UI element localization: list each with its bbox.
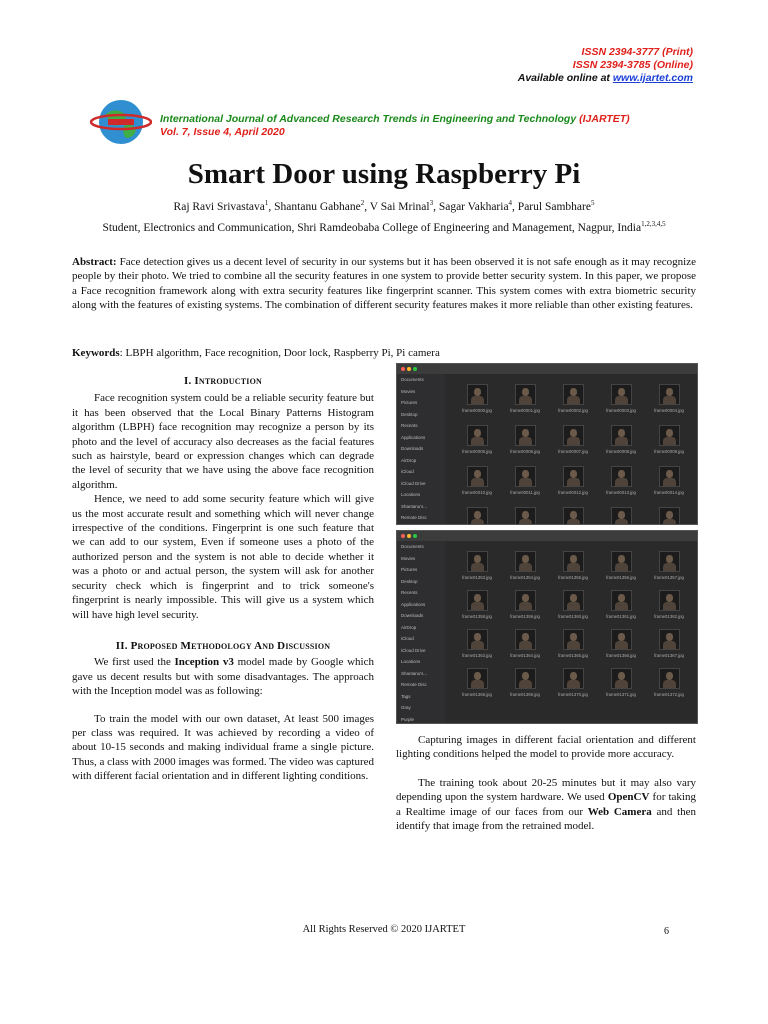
file-name: frame01359.jpg <box>510 614 540 619</box>
face-image-icon <box>563 384 584 405</box>
face-image-icon <box>467 466 488 487</box>
file-thumbnail <box>453 590 501 619</box>
face-image-icon <box>611 629 632 650</box>
file-name: frame00005.jpg <box>462 449 492 454</box>
file-name: frame01371.jpg <box>606 692 636 697</box>
file-thumbnail <box>549 507 597 525</box>
face-image-icon <box>515 551 536 572</box>
method-paragraph-1: We first used the Inception v3 model made by Google which gave us decent results but with some disadvantages. The approach with the Inception model was as following: <box>72 656 374 698</box>
file-thumbnail <box>645 629 693 658</box>
face-image-icon <box>659 425 680 446</box>
file-thumbnail <box>453 629 501 658</box>
face-image-icon <box>467 590 488 611</box>
section-heading-introduction: I. Introduction <box>184 375 262 387</box>
file-thumbnail <box>549 590 597 619</box>
face-image-icon <box>611 668 632 689</box>
sidebar-item: Pictures <box>401 400 418 405</box>
author-name: V Sai Mrinal <box>369 201 430 213</box>
face-image-icon <box>611 425 632 446</box>
author-name: Shantanu Gabhane <box>274 201 361 213</box>
sidebar-item: Recents <box>401 423 418 428</box>
sidebar-item: Tags <box>401 693 411 699</box>
file-thumbnail <box>645 425 693 454</box>
issn-block <box>518 46 693 85</box>
face-image-icon <box>659 466 680 487</box>
file-name: frame00014.jpg <box>654 490 684 495</box>
file-thumbnail <box>501 507 549 525</box>
file-name: frame01354.jpg <box>510 575 540 580</box>
file-thumbnail <box>645 384 693 413</box>
file-name: frame01372.jpg <box>654 692 684 697</box>
abstract-text: Face detection gives us a decent level of security in our systems but it has been observed it is not safe enough as it may recognize people by their photo. We tried to combine all the security features in one system to provide better security system. In this paper, we propose a Face recognition framework along with extra security features like fingerprint scanner. This system comes with extra biometric security along with the features of existing systems. The combination of different security features makes it more reliable than other existing features. <box>72 256 696 311</box>
finder-sidebar <box>397 541 445 723</box>
left-column <box>72 374 374 784</box>
file-name: frame01353.jpg <box>462 575 492 580</box>
face-image-icon <box>515 668 536 689</box>
author-name: Raj Ravi Srivastava <box>173 201 265 213</box>
file-thumbnail <box>453 425 501 454</box>
sidebar-item: Shantanu's... <box>401 670 428 676</box>
face-image-icon <box>659 668 680 689</box>
file-name: frame01370.jpg <box>558 692 588 697</box>
file-thumbnail <box>597 507 645 525</box>
file-name: frame01369.jpg <box>510 692 540 697</box>
file-thumbnail <box>645 668 693 697</box>
sidebar-item: Remote Disc <box>401 682 427 687</box>
file-thumbnail <box>597 384 645 413</box>
author-list: Raj Ravi Srivastava$^1$, Shantanu Gabhane$^2$, V Sai Mrinal$^3$, Sagar Vakharia$^4$, Parul Sambhare$^5$ <box>173 199 595 213</box>
sidebar-item: Documents <box>401 377 424 382</box>
face-image-icon <box>563 507 584 525</box>
file-name: frame00011.jpg <box>510 490 540 495</box>
face-image-icon <box>563 590 584 611</box>
issn-online: ISSN 2394-3785 (Online) <box>572 59 693 71</box>
file-name: frame00012.jpg <box>558 490 588 495</box>
sidebar-item: Recents <box>401 590 418 595</box>
file-thumbnail <box>549 425 597 454</box>
volume-issue: Vol. 7, Issue 4, April 2020 <box>160 126 285 138</box>
face-image-icon <box>563 425 584 446</box>
page-number: 6 <box>664 926 669 937</box>
author-index: 3 <box>429 199 434 208</box>
face-image-icon <box>515 590 536 611</box>
sidebar-item: iCloud Drive <box>401 480 426 486</box>
file-thumbnail <box>549 466 597 495</box>
face-image-icon <box>563 466 584 487</box>
sidebar-item: Applications <box>401 434 426 440</box>
sidebar-item: Downloads <box>401 446 424 451</box>
issn-print: ISSN 2394-3777 (Print) <box>581 46 693 58</box>
journal-link[interactable]: www.ijartet.com <box>612 72 693 84</box>
file-thumbnail <box>549 551 597 580</box>
file-name: frame00009.jpg <box>654 449 684 454</box>
journal-name: International Journal of Advanced Research Trends in Engineering and Technology (IJARTET) <box>160 113 630 125</box>
file-name: frame01366.jpg <box>606 653 636 658</box>
sidebar-item: Purple <box>401 716 415 722</box>
sidebar-item: Desktop <box>401 578 418 584</box>
file-thumbnail <box>597 590 645 619</box>
finder-screenshot-1 <box>396 363 698 525</box>
author-name: Parul Sambhare <box>517 201 591 213</box>
file-name: frame01362.jpg <box>654 614 684 619</box>
sidebar-item: Shantanu's... <box>401 503 428 509</box>
file-name: frame00003.jpg <box>606 408 636 413</box>
face-image-icon <box>659 507 680 525</box>
sidebar-item: Pictures <box>401 567 418 572</box>
author-index: 1 <box>264 199 269 208</box>
file-name: frame01358.jpg <box>462 614 492 619</box>
sidebar-item: Locations <box>401 492 421 497</box>
abstract <box>72 255 696 312</box>
file-thumbnail <box>549 629 597 658</box>
copyright-footer: All Rights Reserved © 2020 IJARTET <box>302 924 466 935</box>
file-grid <box>453 384 693 525</box>
file-thumbnail <box>549 668 597 697</box>
file-thumbnail <box>597 466 645 495</box>
face-image-icon <box>515 425 536 446</box>
sidebar-item: Movies <box>401 388 416 394</box>
file-grid <box>453 551 693 697</box>
file-name: frame00001.jpg <box>510 408 540 413</box>
file-name: frame01364.jpg <box>510 653 540 658</box>
file-thumbnail <box>501 629 549 658</box>
face-image-icon <box>659 551 680 572</box>
face-image-icon <box>467 384 488 405</box>
sidebar-item: Applications <box>401 601 426 607</box>
journal-logo-globe-icon <box>90 96 152 148</box>
section-heading-methodology: II. Proposed Methodology And Discussion <box>115 639 331 652</box>
file-thumbnail <box>453 507 501 525</box>
face-image-icon <box>611 384 632 405</box>
sidebar-item: AirDrop <box>401 624 417 630</box>
file-name: frame01363.jpg <box>462 653 492 658</box>
intro-paragraph-2: Hence, we need to add some security feature which will give us the most accurate result and something which will never change irrespective of the conditions. Fingerprint is one such feature that we can add to our system, Even if someone uses a photo of the authorized person and the system is not able to decide whether it was a photo or and actual person, the system will ask for another security check which is fingerprint and to trick someone's fingerprint is nearly impossible. This will give us a system which will have high level security. <box>72 493 374 621</box>
file-thumbnail <box>453 668 501 697</box>
intro-paragraph-1: Face recognition system could be a reliable security feature but it has been observed that the Local Binary Patterns Histogram algorithm (LBPH) face recognition may recognize a person by its photo and the level of accuracy also decreases as the facial features such as hairstyle, beard or expression changes which can degrade the level of security that we have using the above face recognition algorithm. <box>72 392 374 491</box>
face-image-icon <box>563 668 584 689</box>
face-image-icon <box>467 551 488 572</box>
keywords: Keywords: LBPH algorithm, Face recognition, Door lock, Raspberry Pi, Pi camera <box>72 347 440 359</box>
sidebar-item: iCloud <box>401 469 414 474</box>
sidebar-item: Gray <box>401 705 411 710</box>
sidebar-item: iCloud Drive <box>401 647 426 653</box>
face-image-icon <box>467 507 488 525</box>
file-name: frame00007.jpg <box>558 449 588 454</box>
face-image-icon <box>611 590 632 611</box>
file-thumbnail <box>645 551 693 580</box>
face-image-icon <box>467 668 488 689</box>
file-thumbnail <box>501 590 549 619</box>
sidebar-item: Movies <box>401 555 416 561</box>
face-image-icon <box>467 425 488 446</box>
file-thumbnail <box>501 466 549 495</box>
author-index: 4 <box>508 199 513 208</box>
file-thumbnail <box>453 551 501 580</box>
file-name: frame01360.jpg <box>558 614 588 619</box>
file-thumbnail <box>549 384 597 413</box>
face-image-icon <box>659 629 680 650</box>
method-paragraph-2: To train the model with our own dataset, At least 500 images per class was required. It was achieved by recording a video of about 10-15 seconds and making individual frame a single picture. Thus, a class with 2000 images was formed. The video was captured with different facial orientation and in different lighting conditions. <box>72 712 374 783</box>
file-name: frame01365.jpg <box>558 653 588 658</box>
author-index: 5 <box>590 199 595 208</box>
sidebar-item: Locations <box>401 659 421 664</box>
right-paragraph-2: The training took about 20-25 minutes but it may also vary depending upon the system hardware. We used OpenCV for taking a Realtime image of our faces from our Web Camera and then identify that image from the retrained model. <box>396 776 697 833</box>
affiliation: Student, Electronics and Communication, Shri Ramdeobaba College of Engineering and Management, Nagpur, India$^{1,2,3,4,5}$ <box>102 220 666 234</box>
face-image-icon <box>515 629 536 650</box>
face-image-icon <box>515 507 536 525</box>
file-name: frame01361.jpg <box>606 614 636 619</box>
file-thumbnail <box>501 551 549 580</box>
right-column <box>396 733 696 833</box>
sidebar-item: iCloud <box>401 636 414 641</box>
author-index: 2 <box>360 199 365 208</box>
sidebar-item <box>397 524 445 526</box>
face-image-icon <box>563 551 584 572</box>
face-image-icon <box>659 384 680 405</box>
file-thumbnail <box>645 590 693 619</box>
finder-sidebar <box>397 374 445 524</box>
file-thumbnail <box>597 668 645 697</box>
face-image-icon <box>467 629 488 650</box>
file-thumbnail <box>501 668 549 697</box>
file-thumbnail <box>645 507 693 525</box>
sidebar-item: Desktop <box>401 411 418 417</box>
file-name: frame01355.jpg <box>558 575 588 580</box>
face-image-icon <box>611 466 632 487</box>
file-name: frame01368.jpg <box>462 692 492 697</box>
face-image-icon <box>515 384 536 405</box>
file-thumbnail <box>501 425 549 454</box>
sidebar-item: Downloads <box>401 613 424 618</box>
file-thumbnail <box>645 466 693 495</box>
file-name: frame00004.jpg <box>654 408 684 413</box>
face-image-icon <box>611 507 632 525</box>
author-name: Sagar Vakharia <box>438 201 509 213</box>
file-name: frame01367.jpg <box>654 653 684 658</box>
sidebar-item: AirDrop <box>401 457 417 463</box>
face-image-icon <box>515 466 536 487</box>
file-thumbnail <box>453 466 501 495</box>
file-thumbnail <box>453 384 501 413</box>
sidebar-item: Remote Disc <box>401 515 427 520</box>
file-thumbnail <box>597 629 645 658</box>
face-image-icon <box>611 551 632 572</box>
file-thumbnail <box>501 384 549 413</box>
file-name: frame00010.jpg <box>462 490 492 495</box>
file-thumbnail <box>597 425 645 454</box>
file-name: frame00002.jpg <box>558 408 588 413</box>
file-thumbnail <box>597 551 645 580</box>
abstract-label: Abstract: <box>72 256 117 268</box>
file-name: frame00013.jpg <box>606 490 636 495</box>
file-name: frame01357.jpg <box>654 575 684 580</box>
file-name: frame00006.jpg <box>510 449 540 454</box>
file-name: frame00008.jpg <box>606 449 636 454</box>
face-image-icon <box>563 629 584 650</box>
face-image-icon <box>659 590 680 611</box>
file-name: frame01356.jpg <box>606 575 636 580</box>
file-name: frame00000.jpg <box>462 408 492 413</box>
finder-screenshot-2 <box>396 530 698 724</box>
sidebar-item: Documents <box>401 544 424 549</box>
availability: Available online at www.ijartet.com <box>517 72 693 84</box>
paper-title: Smart Door using Raspberry Pi <box>187 158 581 190</box>
right-paragraph-1: Capturing images in different facial orientation and different lighting conditions helped the model to provide more accuracy. <box>396 734 696 761</box>
keywords-label: Keywords <box>72 347 120 359</box>
